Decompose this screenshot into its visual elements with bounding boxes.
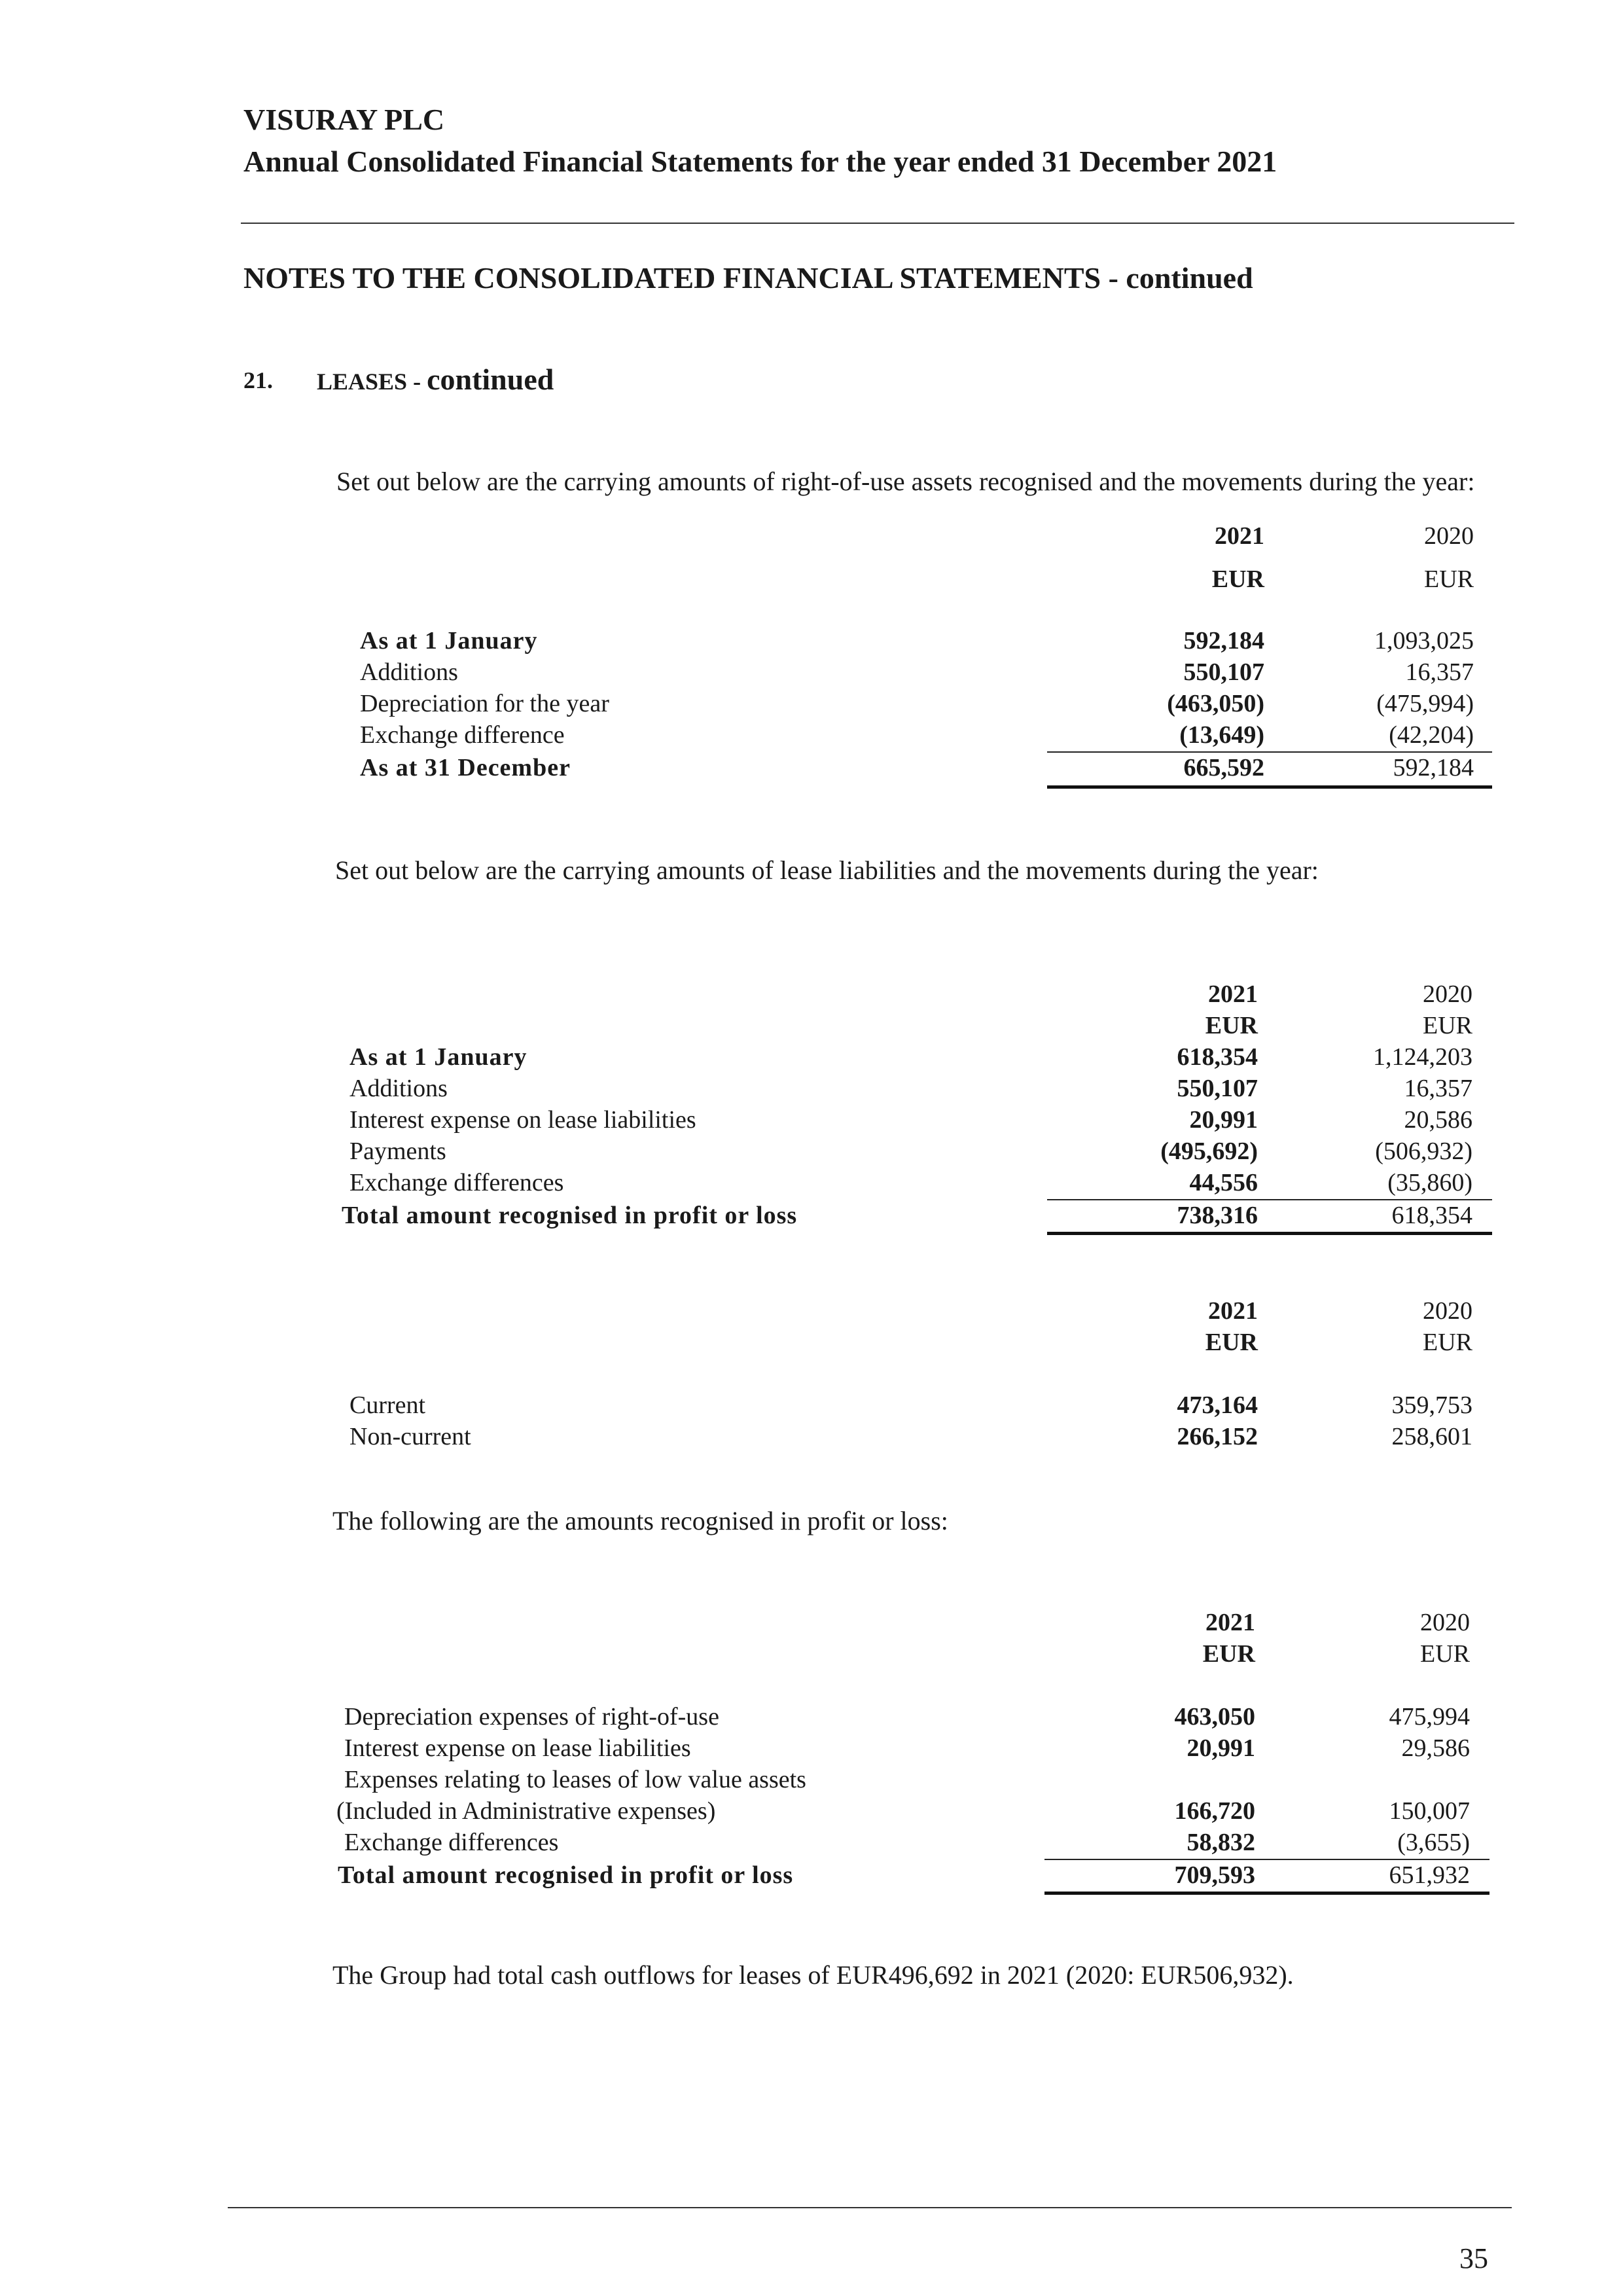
liabilities-intro: Set out below are the carrying amounts of lease liabilities and the movements during the year: xyxy=(335,855,1319,885)
profit-loss-row-label: Expenses relating to leases of low value assets xyxy=(344,1766,806,1793)
rou-currency-current: EUR xyxy=(1211,565,1264,593)
profit-loss-year-prior: 2020 xyxy=(1420,1609,1470,1636)
rou-row-prior: (42,204) xyxy=(1389,721,1474,749)
profit-loss-row-label: Depreciation expenses of right-of-use xyxy=(344,1703,719,1731)
liabilities-row-current: 618,354 xyxy=(1177,1043,1258,1071)
liabilities-total-current: 738,316 xyxy=(1177,1202,1258,1229)
rou-intro: Set out below are the carrying amounts of right-of-use assets recognised and the movements during the year: xyxy=(336,467,1475,496)
liabilities-row-label: Exchange differences xyxy=(349,1169,564,1196)
rou-row-label: Additions xyxy=(360,658,458,686)
profit-loss-row-prior: 475,994 xyxy=(1389,1703,1470,1731)
section-title xyxy=(317,362,554,397)
maturity-currency-prior: EUR xyxy=(1423,1329,1472,1356)
liabilities-row-label: Payments xyxy=(349,1138,446,1165)
liabilities-row-current: 44,556 xyxy=(1189,1169,1258,1196)
liabilities-row-prior: 20,586 xyxy=(1404,1106,1472,1134)
cash-outflow-note: The Group had total cash outflows for leases of EUR496,692 in 2021 (2020: EUR506,932). xyxy=(332,1960,1294,1990)
maturity-row-prior: 359,753 xyxy=(1391,1391,1472,1419)
liabilities-row-current: (495,692) xyxy=(1160,1138,1258,1165)
maturity-row-label: Current xyxy=(349,1391,426,1419)
rou-row-label: As at 1 January xyxy=(360,627,538,655)
liabilities-row-prior: 16,357 xyxy=(1404,1075,1472,1102)
rou-row-label: Exchange difference xyxy=(360,721,565,749)
profit-loss-row-current: 58,832 xyxy=(1186,1829,1255,1856)
rou-row-current: (13,649) xyxy=(1179,721,1264,749)
profit-loss-row-label: Exchange differences xyxy=(344,1829,559,1856)
liabilities-row-prior: (35,860) xyxy=(1387,1169,1472,1196)
liabilities-total-rule xyxy=(1047,1232,1492,1235)
liabilities-row-prior: 1,124,203 xyxy=(1373,1043,1472,1071)
header-divider xyxy=(241,223,1514,224)
footer-divider xyxy=(228,2207,1512,2208)
liabilities-total-label: Total amount recognised in profit or loss xyxy=(342,1202,798,1229)
rou-year-current: 2021 xyxy=(1215,522,1264,550)
liabilities-total-prior: 618,354 xyxy=(1391,1202,1472,1229)
profit-loss-row-current: 166,720 xyxy=(1174,1797,1255,1825)
liabilities-subtotal-rule xyxy=(1047,1199,1492,1200)
profit-loss-row-prior: (3,655) xyxy=(1397,1829,1470,1856)
liabilities-row-current: 20,991 xyxy=(1189,1106,1258,1134)
section-title-suffix: continued xyxy=(427,363,554,396)
profit-loss-currency-prior: EUR xyxy=(1420,1640,1470,1668)
liabilities-row-label: As at 1 January xyxy=(349,1043,527,1071)
maturity-row-current: 473,164 xyxy=(1177,1391,1258,1419)
section-title-main: LEASES - xyxy=(317,368,427,395)
liabilities-year-prior: 2020 xyxy=(1423,980,1472,1008)
rou-row-current: 550,107 xyxy=(1183,658,1264,686)
liabilities-currency-current: EUR xyxy=(1205,1012,1258,1039)
rou-row-current: (463,050) xyxy=(1167,690,1264,717)
profit-loss-year-current: 2021 xyxy=(1205,1609,1255,1636)
page-number: 35 xyxy=(1459,2242,1488,2274)
maturity-row-current: 266,152 xyxy=(1177,1423,1258,1450)
rou-subtotal-rule xyxy=(1047,751,1492,753)
profit-loss-subtotal-rule xyxy=(1044,1859,1489,1860)
rou-total-label: As at 31 December xyxy=(360,754,571,781)
liabilities-row-label: Interest expense on lease liabilities xyxy=(349,1106,696,1134)
rou-row-prior: 16,357 xyxy=(1405,658,1474,686)
rou-row-prior: 1,093,025 xyxy=(1374,627,1474,655)
profit-loss-currency-current: EUR xyxy=(1202,1640,1255,1668)
section-number: 21. xyxy=(243,367,273,393)
maturity-currency-current: EUR xyxy=(1205,1329,1258,1356)
maturity-year-prior: 2020 xyxy=(1423,1297,1472,1325)
profit-loss-total-current: 709,593 xyxy=(1174,1861,1255,1889)
maturity-row-prior: 258,601 xyxy=(1391,1423,1472,1450)
profit-loss-row-prior: 29,586 xyxy=(1401,1734,1470,1762)
rou-row-label: Depreciation for the year xyxy=(360,690,609,717)
profit-loss-row-label: (Included in Administrative expenses) xyxy=(336,1797,716,1825)
statement-title: Annual Consolidated Financial Statements for the year ended 31 December 2021 xyxy=(243,145,1277,178)
profit-loss-total-rule xyxy=(1044,1892,1489,1895)
liabilities-row-label: Additions xyxy=(349,1075,448,1102)
liabilities-currency-prior: EUR xyxy=(1423,1012,1472,1039)
rou-total-rule xyxy=(1047,785,1492,789)
rou-row-current: 592,184 xyxy=(1183,627,1264,655)
notes-title: NOTES TO THE CONSOLIDATED FINANCIAL STATEMENTS - continued xyxy=(243,261,1253,295)
liabilities-year-current: 2021 xyxy=(1208,980,1258,1008)
rou-total-prior: 592,184 xyxy=(1393,754,1474,781)
profit-loss-intro: The following are the amounts recognised in profit or loss: xyxy=(332,1506,948,1535)
rou-total-current: 665,592 xyxy=(1183,754,1264,781)
maturity-year-current: 2021 xyxy=(1208,1297,1258,1325)
profit-loss-row-current: 20,991 xyxy=(1186,1734,1255,1762)
liabilities-row-prior: (506,932) xyxy=(1375,1138,1472,1165)
profit-loss-total-label: Total amount recognised in profit or loss xyxy=(338,1861,794,1889)
profit-loss-row-prior: 150,007 xyxy=(1389,1797,1470,1825)
rou-year-prior: 2020 xyxy=(1424,522,1474,550)
liabilities-row-current: 550,107 xyxy=(1177,1075,1258,1102)
rou-currency-prior: EUR xyxy=(1424,565,1474,593)
company-name: VISURAY PLC xyxy=(243,103,445,136)
profit-loss-total-prior: 651,932 xyxy=(1389,1861,1470,1889)
profit-loss-row-current: 463,050 xyxy=(1174,1703,1255,1731)
maturity-row-label: Non-current xyxy=(349,1423,471,1450)
rou-row-prior: (475,994) xyxy=(1376,690,1474,717)
profit-loss-row-label: Interest expense on lease liabilities xyxy=(344,1734,691,1762)
